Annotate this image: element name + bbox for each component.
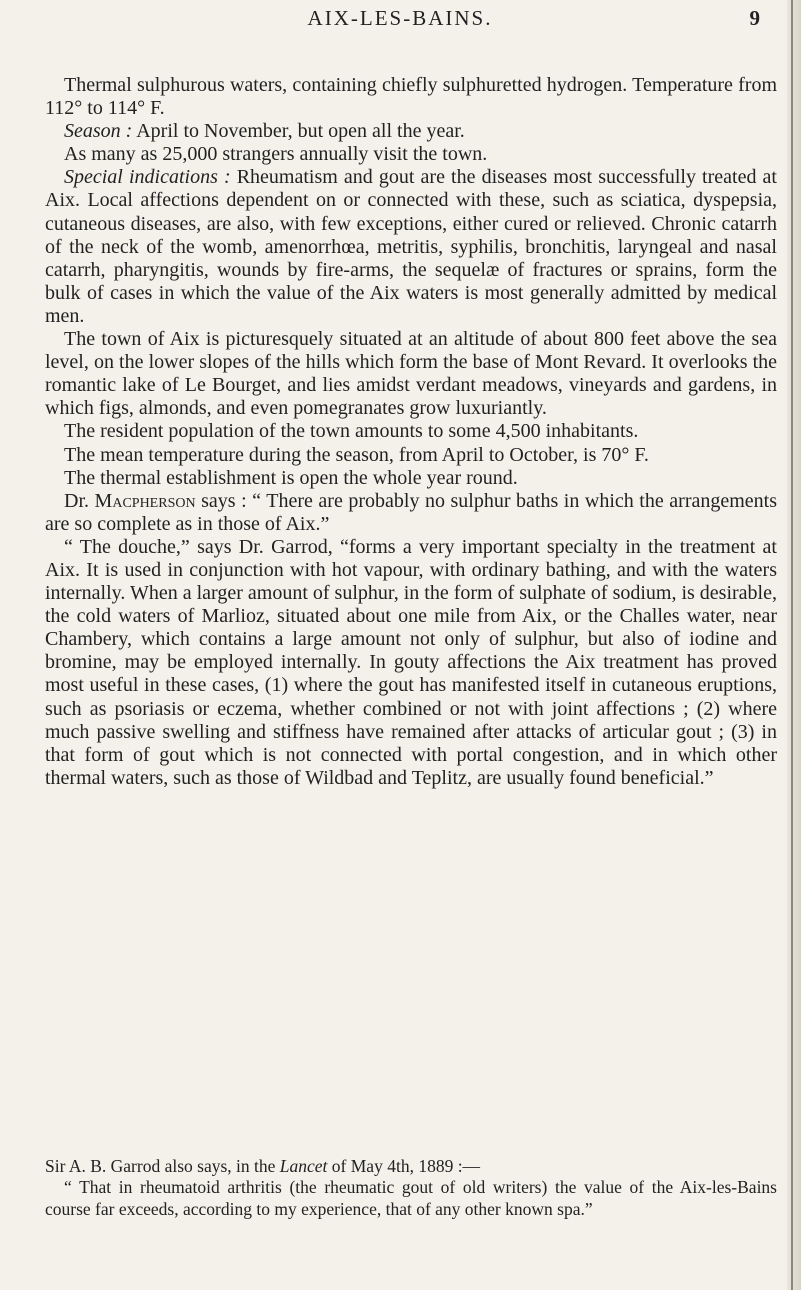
main-text bbox=[45, 74, 777, 790]
paragraph-population: The resident population of the town amounts to some 4,500 inhabitants. bbox=[64, 420, 639, 443]
footnote-intro-pre: Sir A. B. Garrod also says, in the bbox=[45, 1156, 280, 1176]
footnote-intro-post: of May 4th, 1889 :— bbox=[327, 1156, 481, 1176]
page-number: 9 bbox=[749, 6, 760, 30]
page-header bbox=[40, 6, 760, 36]
paragraph-temperature: The mean temperature during the season, from April to October, is 70° F. bbox=[64, 443, 649, 466]
page-edge-line bbox=[791, 0, 793, 1290]
season-label: Season : bbox=[64, 120, 133, 143]
footnote-intro bbox=[45, 1156, 777, 1177]
paragraph-indications bbox=[45, 166, 777, 328]
macpherson-name: Macpherson bbox=[94, 489, 196, 512]
footnote-journal: Lancet bbox=[279, 1156, 328, 1176]
paragraph-season bbox=[45, 120, 777, 143]
paragraph-establishment: The thermal establishment is open the whole year round. bbox=[64, 466, 518, 489]
macpherson-quote: says : “ There are probably no sulphur baths in which the arrangements are so complete as in those of Aix.” bbox=[45, 489, 778, 535]
paragraph-waters: Thermal sulphurous waters, containing chiefly sulphuretted hydrogen. Temperature from 112° to 114° F. bbox=[45, 74, 777, 120]
indications-text: Rheumatism and gout are the diseases most successfully treated at Aix. Local affections dependent on or connected with these, such as sciatica, dyspepsia, cutaneous diseases, are also, with few exceptions, either cured or relieved. Chronic catarrh of the neck of the womb, amenorrhœa, metritis, syphilis, bronchitis, laryngeal and nasal catarrh, pharyngitis, wounds by fire-arms, the sequelæ of fractures or sprains, form the bulk of cases in which the value of the Aix waters is most generally admitted by medical men. bbox=[45, 166, 777, 327]
paragraph-visitors: As many as 25,000 strangers annually visit the town. bbox=[64, 143, 488, 166]
season-text: April to November, but open all the year. bbox=[132, 120, 465, 143]
footnote-block bbox=[45, 1156, 777, 1220]
page-edge bbox=[787, 0, 801, 1290]
paragraph-macpherson bbox=[45, 490, 777, 536]
macpherson-prefix: Dr. bbox=[64, 489, 95, 512]
footnote-quote: “ That in rheumatoid arthritis (the rheumatic gout of old writers) the value of the Aix-les-Bains course far exceeds, according to my experience, that of any other known spa.” bbox=[45, 1177, 777, 1219]
indications-label: Special indications : bbox=[64, 166, 231, 189]
paragraph-situation: The town of Aix is picturesquely situated at an altitude of about 800 feet above the sea level, on the lower slopes of the hills which form the base of Mont Revard. It overlooks the romantic lake of Le Bourget, and lies amidst verdant meadows, vineyards and gardens, in which figs, almonds, and even pomegranates grow luxuriantly. bbox=[45, 328, 777, 420]
paragraph-garrod: “ The douche,” says Dr. Garrod, “forms a very important specialty in the treatment at Aix. It is used in conjunction with hot vapour, with ordinary bathing, and with the waters internally. When a larger amount of sulphur, in the form of sulphate of sodium, is desirable, the cold waters of Marlioz, situated about one mile from Aix, or the Challes water, near Chambery, which contains a large amount not only of sulphur, but also of iodine and bromine, may be employed internally. In gouty affections the Aix treatment has proved most useful in these cases, (1) where the gout has manifested itself in cutaneous eruptions, such as psoriasis or eczema, whether combined or not with joint affections ; (2) where much passive swelling and stiffness have remained after attacks of articular gout ; (3) in that form of gout which is not connected with portal congestion, and in which other thermal waters, such as those of Wildbad and Teplitz, are usually found beneficial.” bbox=[45, 535, 777, 789]
running-title: AIX-LES-BAINS. bbox=[307, 6, 493, 30]
